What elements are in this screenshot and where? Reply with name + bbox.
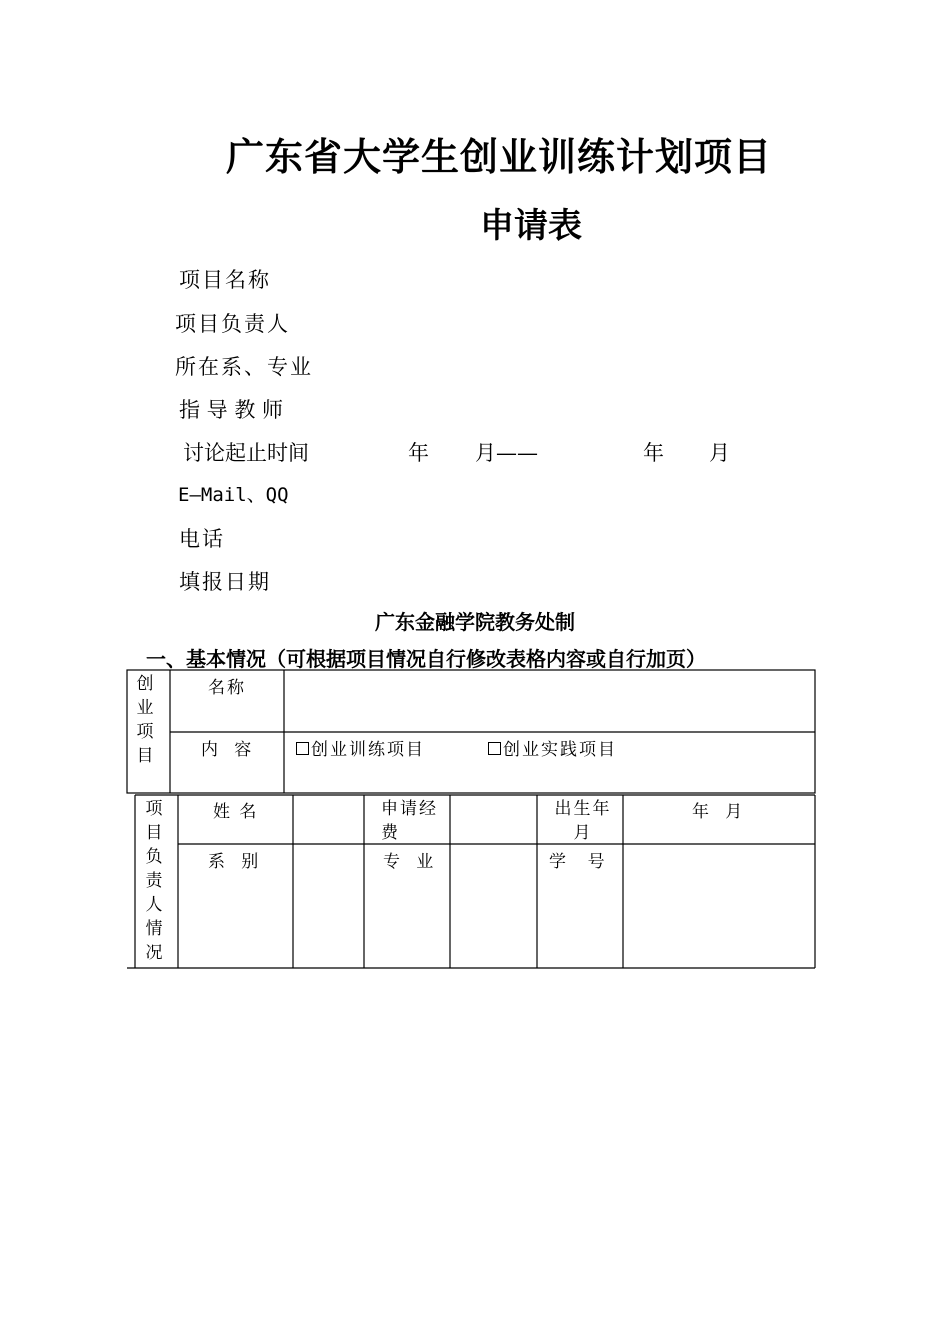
field-advisor: 指 导 教 师 <box>179 398 284 422</box>
field-period-year1: 年 <box>408 441 431 465</box>
field-phone: 电话 <box>179 527 225 551</box>
document-title: 广东省大学生创业训练计划项目 <box>225 135 772 179</box>
leader-funds-label: 申请经费 <box>381 799 438 843</box>
section-heading: 一、基本情况（可根据项目情况自行修改表格内容或自行加页） <box>146 647 706 671</box>
leader-name-label: 姓 名 <box>213 802 259 822</box>
field-period-month1: 月—— <box>475 441 538 465</box>
option-practice-label: 创业实践项目 <box>503 740 617 760</box>
leader-major-label: 专 业 <box>383 852 434 872</box>
checkbox-icon[interactable] <box>296 742 309 755</box>
leader-birth-value: 年 月 <box>692 802 743 822</box>
field-fill-date: 填报日期 <box>179 570 271 594</box>
leader-dept-label: 系 别 <box>208 852 259 872</box>
option-practice[interactable] <box>488 735 617 760</box>
table2-side-label: 项目负责人情况 <box>145 799 163 963</box>
field-period-year2: 年 <box>643 441 666 465</box>
field-department: 所在系、专业 <box>175 355 313 379</box>
option-training[interactable] <box>296 735 425 760</box>
table1-name-label: 名称 <box>208 678 246 698</box>
table1-content-label: 内 容 <box>201 740 252 760</box>
field-period-label: 讨论起止时间 <box>183 441 309 465</box>
issuing-office: 广东金融学院教务处制 <box>375 610 575 634</box>
option-training-label: 创业训练项目 <box>311 740 425 760</box>
field-email-qq: E—Mail、QQ <box>178 484 289 506</box>
field-period-month2: 月 <box>709 441 732 465</box>
table1-side-label: 创业项目 <box>136 674 154 766</box>
leader-student-id-label: 学 号 <box>549 852 605 872</box>
field-leader: 项目负责人 <box>175 312 290 336</box>
leader-birth-label: 出生年月 <box>554 799 612 843</box>
document-subtitle: 申请表 <box>480 206 582 246</box>
checkbox-icon[interactable] <box>488 742 501 755</box>
field-project-name: 项目名称 <box>179 268 271 292</box>
